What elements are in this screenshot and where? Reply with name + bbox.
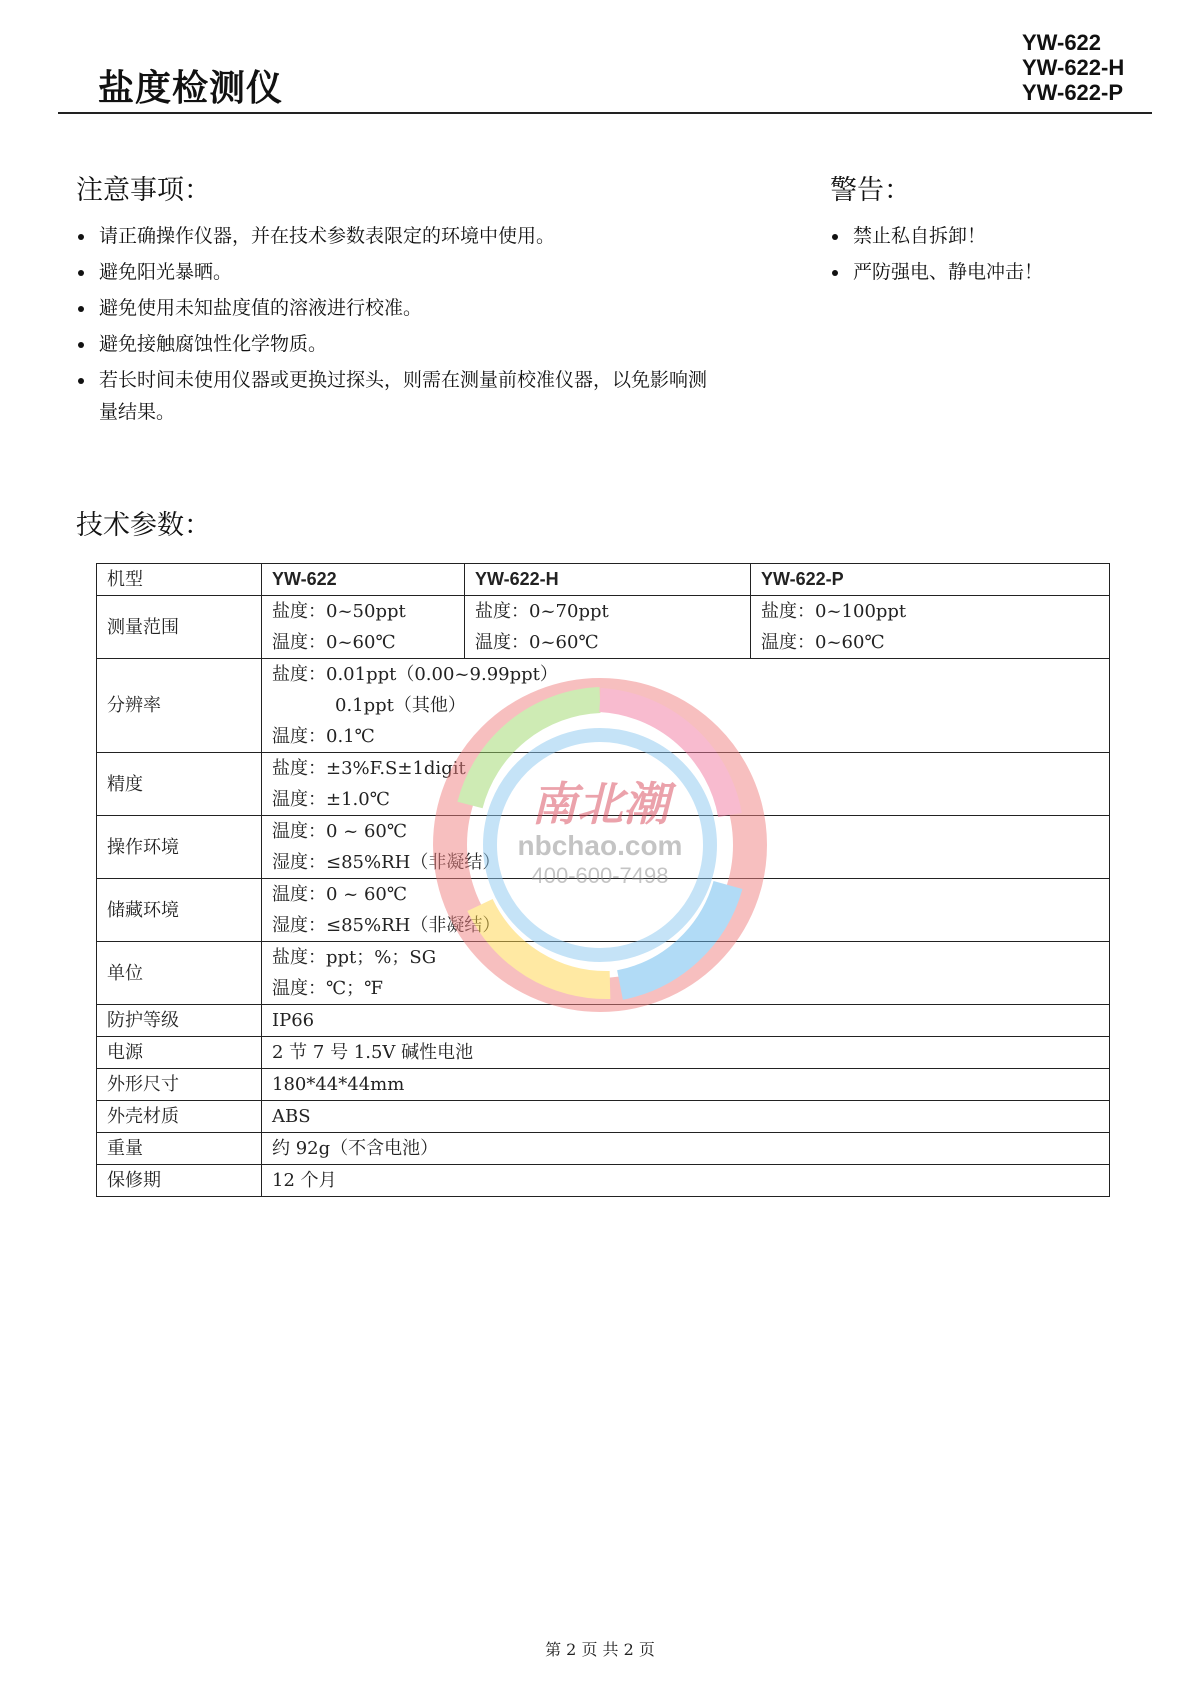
watermark-brand: 南北潮 [531, 777, 669, 831]
cell-line: 盐度：±3%F.S±1digit [272, 758, 466, 779]
table-row [97, 596, 1110, 659]
cell-line: 温度：℃；℉ [272, 978, 383, 999]
cell-line: 温度：0 ~ 60℃ [272, 821, 408, 842]
row-label: 外形尺寸 [97, 1069, 262, 1101]
model-column-header: YW-622-P [751, 564, 1110, 596]
header-divider [58, 112, 1152, 114]
table-row [97, 942, 1110, 1005]
document-title: 盐度检测仪 [98, 68, 284, 109]
cell-line: 湿度：≤85%RH（非凝结） [272, 852, 501, 873]
model-code: YW-622-P [1022, 80, 1124, 105]
row-label: 保修期 [97, 1165, 262, 1197]
cell-line: 温度：±1.0℃ [272, 789, 390, 810]
table-cell [751, 596, 1110, 659]
cell-line: 温度：0~60℃ [475, 632, 599, 653]
warnings-list [830, 220, 1150, 292]
row-label: 储藏环境 [97, 879, 262, 942]
model-column-header: YW-622-H [465, 564, 751, 596]
row-label: 单位 [97, 942, 262, 1005]
row-label: 外壳材质 [97, 1101, 262, 1133]
cell-line: 盐度：0~70ppt [475, 601, 609, 622]
cell-line: 盐度：0~50ppt [272, 601, 406, 622]
cell-line: 湿度：≤85%RH（非凝结） [272, 915, 501, 936]
table-cell [262, 753, 1110, 816]
cell-line: 盐度：ppt；%；SG [272, 947, 437, 968]
list-item: 避免阳光暴晒。 [76, 256, 716, 288]
table-cell: 约 92g（不含电池） [262, 1133, 1110, 1165]
table-row [97, 1037, 1110, 1069]
model-code: YW-622 [1022, 30, 1102, 55]
watermark-phone: 400-600-7498 [531, 863, 669, 888]
list-item: 若长时间未使用仪器或更换过探头，则需在测量前校准仪器，以免影响测量结果。 [76, 364, 716, 428]
row-label: 防护等级 [97, 1005, 262, 1037]
table-row [97, 1101, 1110, 1133]
row-label: 精度 [97, 753, 262, 816]
row-label: 分辨率 [97, 659, 262, 753]
table-row [97, 879, 1110, 942]
list-item: 请正确操作仪器，并在技术参数表限定的环境中使用。 [76, 220, 716, 252]
cell-line: 温度：0 ~ 60℃ [272, 884, 408, 905]
row-label: 机型 [97, 564, 262, 596]
table-cell: ABS [262, 1101, 1110, 1133]
table-cell [262, 879, 1110, 942]
table-row [97, 1005, 1110, 1037]
model-column-header: YW-622 [262, 564, 465, 596]
table-row [97, 1133, 1110, 1165]
list-item: 避免接触腐蚀性化学物质。 [76, 328, 716, 360]
notes-list [76, 220, 716, 432]
list-item: 严防强电、静电冲击！ [830, 256, 1150, 288]
notes-heading: 注意事项： [76, 175, 211, 206]
table-cell [262, 659, 1110, 753]
cell-line: 0.1ppt（其他） [335, 695, 466, 716]
warnings-heading: 警告： [830, 175, 911, 206]
list-item: 避免使用未知盐度值的溶液进行校准。 [76, 292, 716, 324]
table-cell: IP66 [262, 1005, 1110, 1037]
table-row [97, 753, 1110, 816]
page-number: 第 2 页 共 2 页 [545, 1640, 655, 1659]
watermark-site: nbchao.com [517, 830, 683, 861]
table-cell [465, 596, 751, 659]
table-cell [262, 942, 1110, 1005]
row-label: 测量范围 [97, 596, 262, 659]
table-cell: 12 个月 [262, 1165, 1110, 1197]
cell-line: 温度：0.1℃ [272, 726, 375, 747]
table-cell [262, 816, 1110, 879]
row-label: 电源 [97, 1037, 262, 1069]
cell-line: 温度：0~60℃ [761, 632, 885, 653]
cell-line: 温度：0~60℃ [272, 632, 396, 653]
specs-heading: 技术参数： [76, 510, 211, 541]
cell-line: 盐度：0.01ppt（0.00~9.99ppt） [272, 664, 558, 685]
table-row [97, 564, 1110, 596]
spec-table [96, 563, 1110, 1197]
table-row [97, 816, 1110, 879]
model-list [1022, 30, 1124, 105]
table-cell: 180*44*44mm [262, 1069, 1110, 1101]
cell-line: 盐度：0~100ppt [761, 601, 907, 622]
table-cell [262, 596, 465, 659]
table-row [97, 1069, 1110, 1101]
list-item: 禁止私自拆卸！ [830, 220, 1150, 252]
model-code: YW-622-H [1022, 55, 1125, 80]
table-cell: 2 节 7 号 1.5V 碱性电池 [262, 1037, 1110, 1069]
row-label: 操作环境 [97, 816, 262, 879]
row-label: 重量 [97, 1133, 262, 1165]
table-row [97, 1165, 1110, 1197]
table-row [97, 659, 1110, 753]
